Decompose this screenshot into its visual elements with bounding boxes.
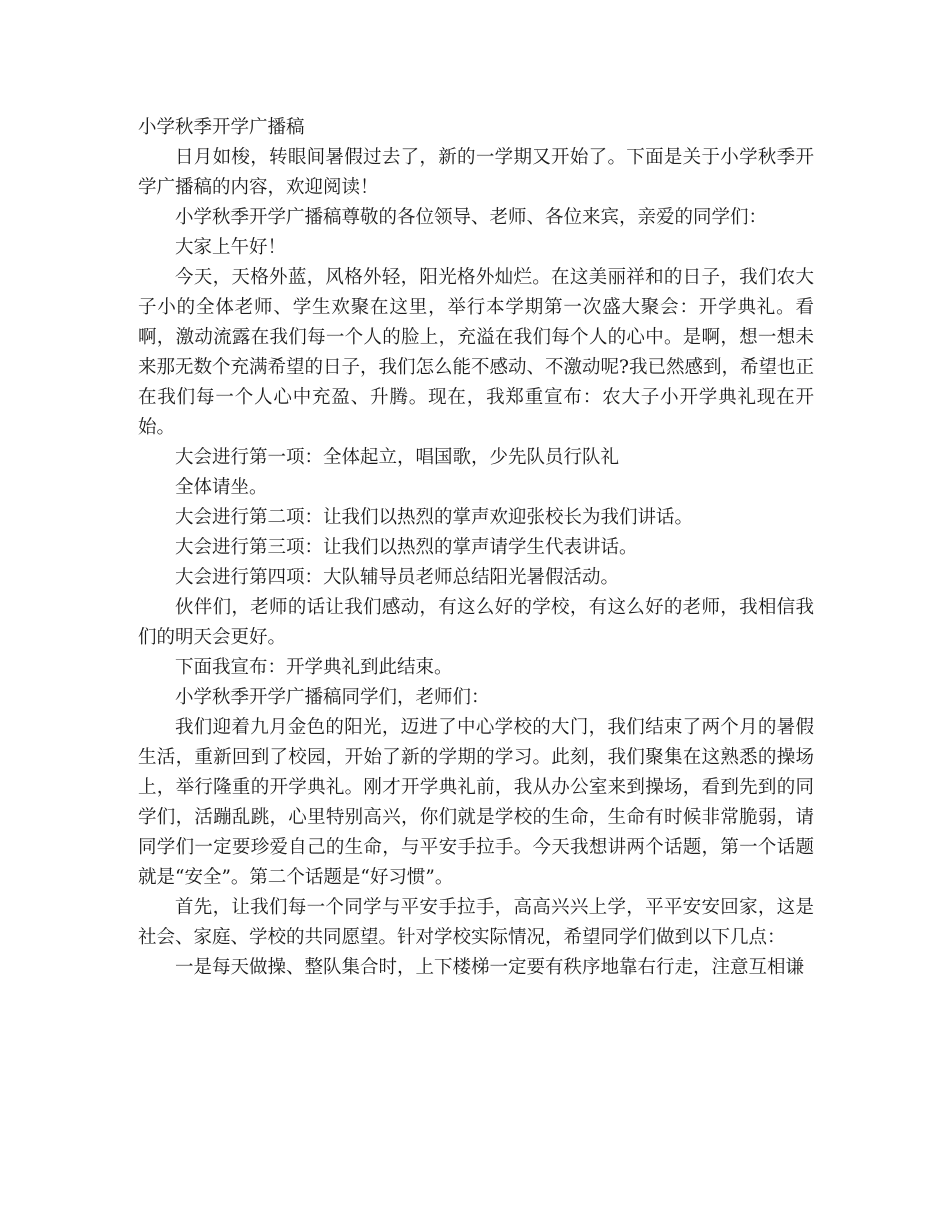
paragraph: 全体请坐。 bbox=[175, 477, 268, 498]
paragraph: 大会进行第二项：让我们以热烈的掌声欢迎张校长为我们讲话。 bbox=[175, 507, 694, 528]
paragraph: 伙伴们，老师的话让我们感动，有这么好的学校，有这么好的老师，我相信我们的明天会更好。 bbox=[138, 597, 814, 648]
paragraph: 大家上午好！ bbox=[175, 237, 287, 258]
document-body bbox=[138, 113, 814, 983]
paragraph: 大会进行第一项：全体起立，唱国歌，少先队员行队礼 bbox=[175, 447, 620, 468]
paragraph: 一是每天做操、整队集合时，上下楼梯一定要有秩序地靠右行走，注意互相谦 bbox=[175, 957, 805, 978]
paragraph: 小学秋季开学广播稿同学们，老师们： bbox=[175, 687, 490, 708]
paragraph: 我们迎着九月金色的阳光，迈进了中心学校的大门，我们结束了两个月的暑假生活，重新回到了校园，开始了新的学期的学习。此刻，我们聚集在这熟悉的操场上，举行隆重的开学典礼。刚才开学典礼前，我从办公室来到操场，看到先到的同学们，活蹦乱跳，心里特别高兴，你们就是学校的生命，生命有时候非常脆弱，请同学们一定要珍爱自己的生命，与平安手拉手。今天我想讲两个话题，第一个话题就是“安全”。第二个话题是“好习惯”。 bbox=[138, 717, 814, 888]
paragraph: 小学秋季开学广播稿尊敬的各位领导、老师、各位来宾，亲爱的同学们： bbox=[175, 207, 768, 228]
paragraph: 日月如梭，转眼间暑假过去了，新的一学期又开始了。下面是关于小学秋季开学广播稿的内容，欢迎阅读！ bbox=[138, 147, 814, 198]
paragraph: 首先，让我们每一个同学与平安手拉手，高高兴兴上学，平平安安回家，这是社会、家庭、学校的共同愿望。针对学校实际情况，希望同学们做到以下几点： bbox=[138, 897, 814, 948]
paragraph: 今天，天格外蓝，风格外轻，阳光格外灿烂。在这美丽祥和的日子，我们农大子小的全体老师、学生欢聚在这里，举行本学期第一次盛大聚会：开学典礼。看啊，激动流露在我们每一个人的脸上，充溢在我们每个人的心中。是啊，想一想未来那无数个充满希望的日子，我们怎么能不感动、不激动呢?我已然感到，希望也正在我们每一个人心中充盈、升腾。现在，我郑重宣布：农大子小开学典礼现在开始。 bbox=[138, 267, 814, 438]
paragraph: 大会进行第四项：大队辅导员老师总结阳光暑假活动。 bbox=[175, 567, 620, 588]
document-title: 小学秋季开学广播稿 bbox=[138, 117, 305, 138]
paragraph: 下面我宣布：开学典礼到此结束。 bbox=[175, 657, 453, 678]
paragraph: 大会进行第三项：让我们以热烈的掌声请学生代表讲话。 bbox=[175, 537, 638, 558]
